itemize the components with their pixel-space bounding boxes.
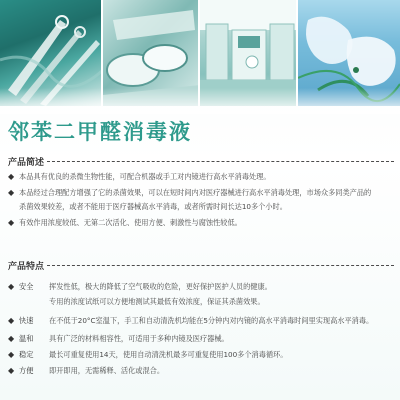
bullet-icon: ◆ xyxy=(8,366,15,375)
feature-speed xyxy=(8,316,394,326)
bullet-icon: ◆ xyxy=(8,188,15,197)
features-header xyxy=(8,258,394,272)
overview-bullet-3 xyxy=(8,218,394,228)
feature-text: 挥发性低，极大的降低了空气吸收的危险，更好保护医护人员的健康。 xyxy=(49,282,272,291)
feature-key: 快速 xyxy=(19,316,34,325)
overview-rule xyxy=(47,161,394,162)
feature-safety xyxy=(8,282,394,292)
feature-text: 最长可重复使用14天，使用自动清洗机最多可重复使用100多个消毒循环。 xyxy=(49,350,288,359)
bullet-icon: ◆ xyxy=(8,282,15,291)
overview-text-continuation: 杀菌效果较差，或者不能用于医疗器械高水平消毒，或者所需时间长达10多个小时。 xyxy=(19,202,287,211)
overview-text: 本品经过合理配方增强了它的杀菌效果，可以在短时间内对医疗器械进行高水平消毒处理，市场众多同类产品的 xyxy=(19,188,372,197)
overview-bullet-2 xyxy=(8,188,394,198)
feature-stable xyxy=(8,350,394,360)
photo-strip xyxy=(0,0,400,112)
bullet-icon: ◆ xyxy=(8,316,15,325)
photo-fade xyxy=(0,88,400,114)
feature-text: 即开即用，无需稀释、活化或混合。 xyxy=(49,366,165,375)
feature-gentle xyxy=(8,334,394,344)
features-heading: 产品特点 xyxy=(8,261,45,272)
feature-key: 安全 xyxy=(19,282,34,291)
features-rule xyxy=(47,265,394,266)
bullet-icon: ◆ xyxy=(8,218,15,227)
feature-text-continuation: 专用的浓度试纸可以方便地测试其最低有效浓度，保证其杀菌效果。 xyxy=(49,297,265,306)
overview-heading: 产品简述 xyxy=(8,157,45,168)
feature-text: 在不低于20°C室温下，手工和自动清洗机均能在5分钟内对内镜的高水平消毒时间里实现高水平消毒。 xyxy=(49,316,374,325)
bullet-icon: ◆ xyxy=(8,350,15,359)
overview-text: 本品具有优良的杀微生物性能，可配合机器或手工对内镜进行高水平消毒处理。 xyxy=(19,172,271,181)
overview-text: 有效作用浓度较低、无第二次活化、使用方便、刺激性与腐蚀性较低。 xyxy=(19,218,242,227)
feature-key: 稳定 xyxy=(19,350,34,359)
feature-text: 具有广泛的材料相容性，可适用于多种内镜及医疗器械。 xyxy=(49,334,229,343)
bullet-icon: ◆ xyxy=(8,172,15,181)
product-title: 邻苯二甲醛消毒液 xyxy=(8,120,192,144)
overview-bullet-1 xyxy=(8,172,394,182)
feature-convenient xyxy=(8,366,394,376)
overview-header xyxy=(8,154,394,168)
feature-key: 方便 xyxy=(19,366,34,375)
feature-key: 温和 xyxy=(19,334,34,343)
bullet-icon: ◆ xyxy=(8,334,15,343)
